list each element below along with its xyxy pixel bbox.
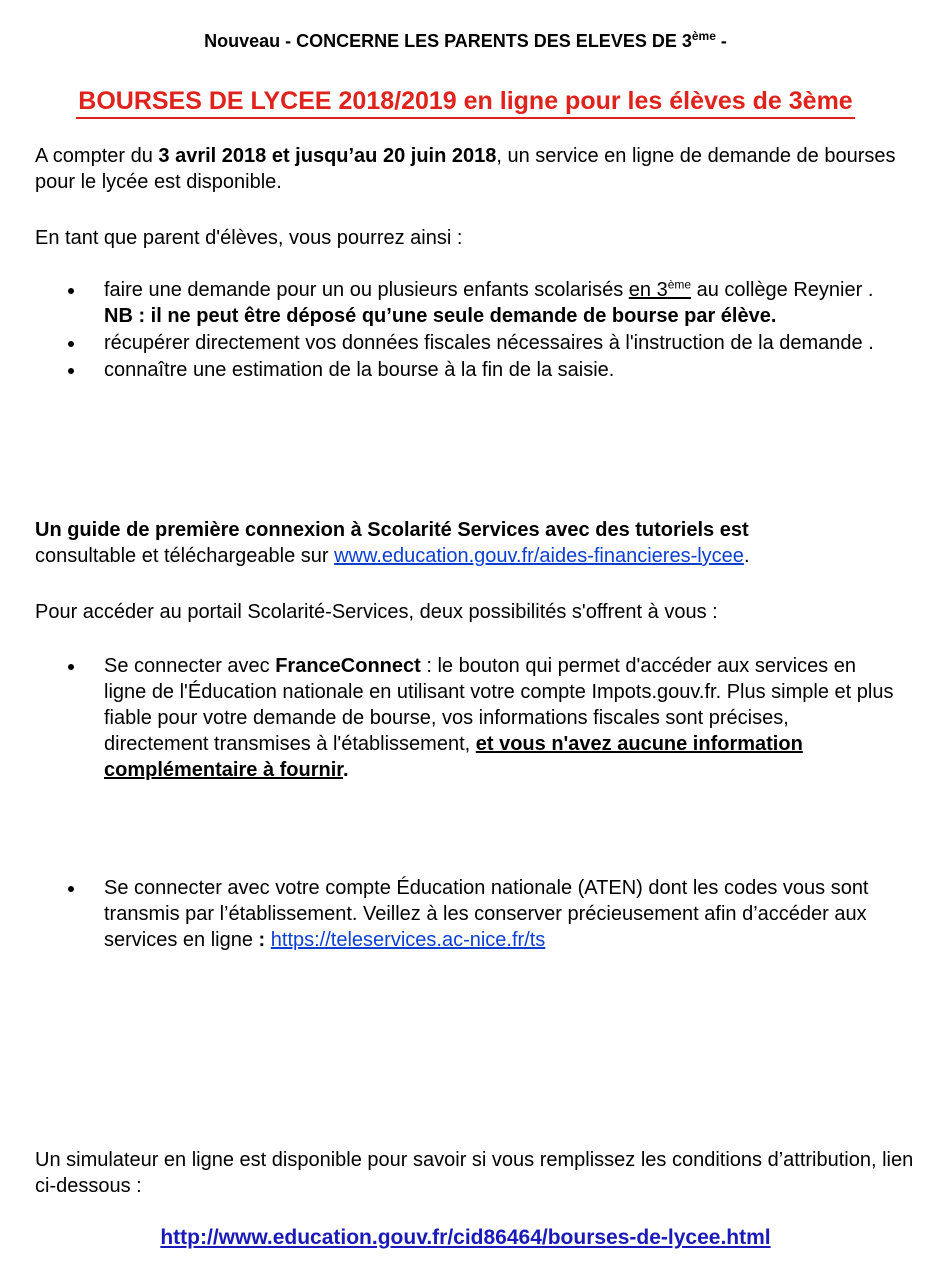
option1-emphasis: et vous n'avez aucune information complémentaire à fournir	[104, 733, 803, 781]
guide-text: consultable et téléchargeable sur	[35, 545, 335, 567]
header-superscript: ème	[691, 29, 716, 43]
list-item	[58, 330, 898, 356]
teleservices-link[interactable]: https://teleservices.ac-nice.fr/ts	[270, 929, 546, 951]
intro-part2: , un service en ligne de demande de bourses pour le lycée est disponible.	[35, 145, 896, 193]
intro-part1: A compter du	[35, 145, 159, 167]
bullet-icon	[68, 664, 74, 670]
option1-franceconnect: FranceConnect	[275, 655, 421, 677]
option2-text: Se connecter avec votre compte Éducation nationale (ATEN) dont les codes vous sont transmis par l’établissement. Veillez à les conserver précieusement afin d’accéder aux services en ligne	[104, 877, 869, 951]
options-list	[58, 653, 898, 784]
option1-text-a: Se connecter avec	[104, 655, 276, 677]
item2-text: récupérer directement vos données fiscales nécessaires à l'instruction de la demande .	[104, 332, 874, 354]
list-item	[58, 653, 898, 783]
option1-end: .	[342, 759, 349, 781]
bullet-icon	[68, 368, 74, 374]
intro-paragraph	[35, 143, 915, 195]
guide-bold: Un guide de première connexion à Scolarité Services avec des tutoriels est	[35, 519, 749, 541]
bullet-icon	[68, 341, 74, 347]
intro-dates: 3 avril 2018 et jusqu’au 20 juin 2018	[158, 145, 497, 167]
item1-u-text: en 3	[628, 279, 668, 301]
page-title-text: BOURSES DE LYCEE 2018/2019 en ligne pour les élèves de 3ème	[76, 86, 854, 119]
guide-end: .	[743, 545, 750, 567]
option2-colon: :	[258, 929, 266, 951]
option1-text-b: : le bouton qui permet d'accéder aux services en ligne de l'Éducation nationale en utilisant votre compte Impots.gouv.fr. Plus simple et plus fiable pour votre demande de bourse, vos informations fiscales sont précises, directement transmises à l'établissement,	[104, 655, 894, 755]
item1-nb: NB : il ne peut être déposé qu’une seule demande de bourse par élève.	[104, 305, 777, 327]
item1-superscript: ème	[667, 277, 692, 292]
list-item	[58, 277, 898, 329]
guide-link[interactable]: www.education.gouv.fr/aides-financieres-lycee	[334, 545, 744, 567]
bullet-icon	[68, 288, 74, 294]
parent-line: En tant que parent d'élèves, vous pourrez ainsi :	[35, 227, 463, 249]
options-list-2	[58, 875, 898, 954]
features-list	[58, 277, 898, 384]
item1-text-a: faire une demande pour un ou plusieurs enfants scolarisés	[104, 279, 629, 301]
list-item	[58, 875, 898, 953]
list-item	[58, 357, 898, 383]
simulator-link[interactable]: http://www.education.gouv.fr/cid86464/bourses-de-lycee.html	[160, 1226, 771, 1249]
simulator-link-line	[0, 1225, 931, 1251]
item3-text: connaître une estimation de la bourse à la fin de la saisie.	[104, 359, 615, 381]
item1-underlined	[629, 279, 691, 301]
item1-text-b: au collège Reynier .	[691, 279, 874, 301]
header-line	[0, 30, 931, 52]
simulator-paragraph: Un simulateur en ligne est disponible pour savoir si vous remplissez les conditions d’attribution, lien ci-dessous :	[35, 1149, 914, 1197]
header-suffix: -	[715, 31, 727, 51]
header-prefix: Nouveau - CONCERNE LES PARENTS DES ELEVES DE 3	[204, 31, 692, 51]
guide-paragraph	[35, 517, 915, 569]
access-line: Pour accéder au portail Scolarité-Services, deux possibilités s'offrent à vous :	[35, 601, 718, 623]
bullet-icon	[68, 886, 74, 892]
page-title	[0, 86, 931, 119]
